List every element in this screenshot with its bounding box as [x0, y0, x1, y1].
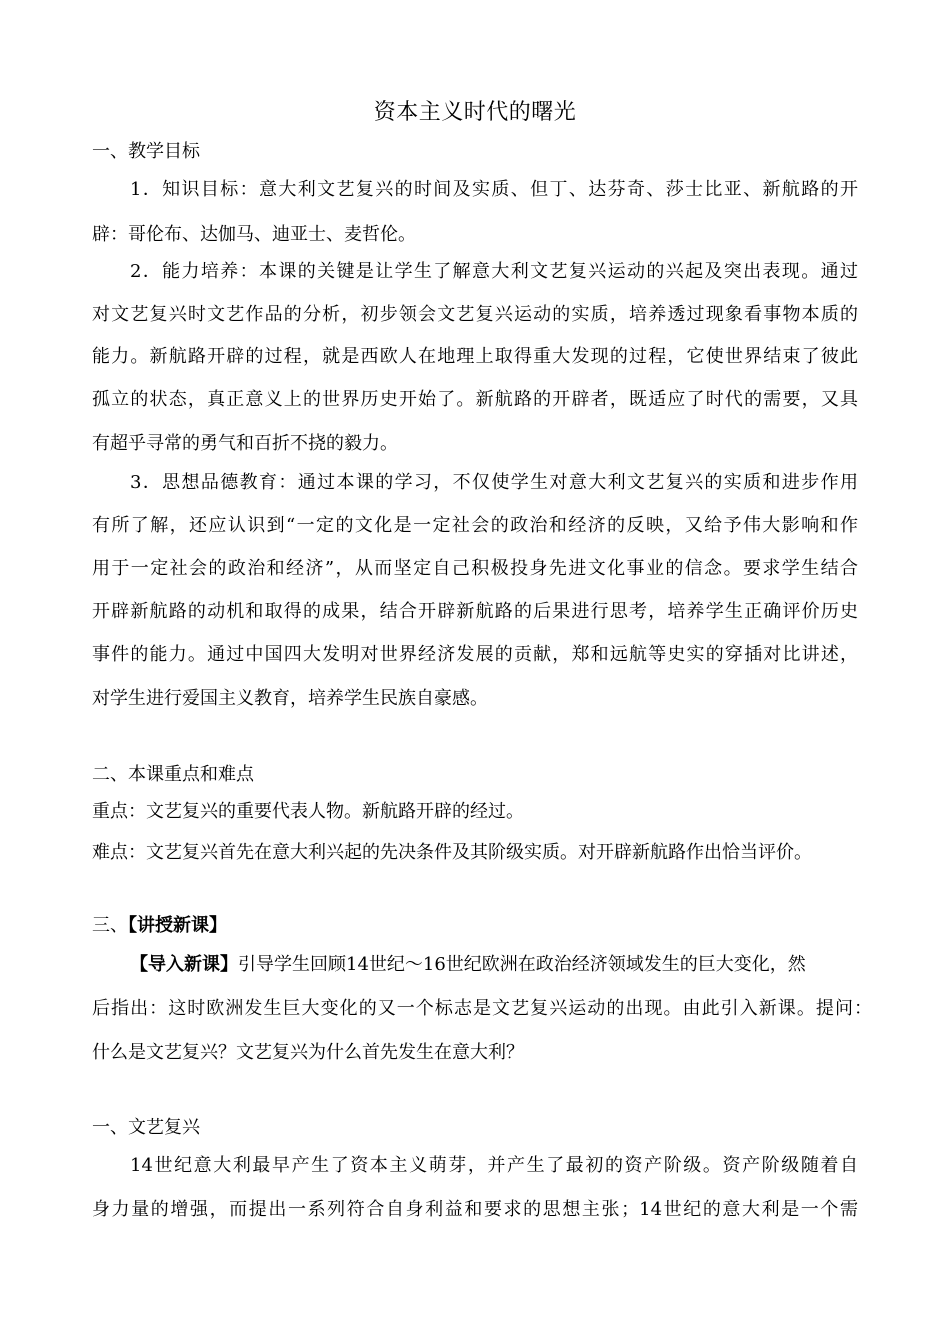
objective-3-line-6: 对学生进行爱国主义教育，培养学生民族自豪感。	[92, 688, 488, 709]
section-heading-key-points: 二、本课重点和难点	[92, 764, 254, 785]
document-title: 资本主义时代的曙光	[373, 100, 577, 125]
objective-3-line-2: 有所了解，还应认识到“一定的文化是一定社会的政治和经济的反映，又给予伟大影响和作	[92, 515, 858, 536]
objective-2-line-3: 能力。新航路开辟的过程，就是西欧人在地理上取得重大发现的过程，它使世界结束了彼此	[92, 346, 858, 367]
objective-2-line-4: 孤立的状态，真正意义上的世界历史开始了。新航路的开辟者，既适应了时代的需要，又具	[92, 389, 858, 410]
intro-line-3: 什么是文艺复兴？文艺复兴为什么首先发生在意大利？	[92, 1042, 524, 1063]
objective-2-line-1: 2．能力培养：本课的关键是让学生了解意大利文艺复兴运动的兴起及突出表现。通过	[130, 261, 858, 282]
section-heading-new-lesson	[92, 913, 227, 939]
objective-1-line-1: 1．知识目标：意大利文艺复兴的时间及实质、但丁、达芬奇、莎士比亚、新航路的开	[130, 179, 858, 200]
objective-3-line-1: 3．思想品德教育：通过本课的学习，不仅使学生对意大利文艺复兴的实质和进步作用	[130, 472, 858, 493]
objective-1-line-2: 辟：哥伦布、达伽马、迪亚士、麦哲伦。	[92, 224, 416, 245]
renaissance-line-1: 14世纪意大利最早产生了资本主义萌芽，并产生了最初的资产阶级。资产阶级随着自	[130, 1155, 858, 1176]
objective-3-line-4: 开辟新航路的动机和取得的成果，结合开辟新航路的后果进行思考，培养学生正确评价历史	[92, 601, 858, 622]
intro-line-1-text: 引导学生回顾14世纪～16世纪欧洲在政治经济领域发生的巨大变化，然	[238, 954, 806, 975]
section-number: 三、	[92, 915, 128, 936]
objective-3-line-3: 用于一定社会的政治和经济”，从而坚定自己积极投身先进文化事业的信念。要求学生结合	[92, 558, 858, 579]
objective-2-line-2: 对文艺复兴时文艺作品的分析，初步领会文艺复兴运动的实质，培养透过现象看事物本质的	[92, 304, 858, 325]
intro-label-bold: 【导入新课】	[130, 954, 238, 975]
section-title-bold: 【讲授新课】	[128, 915, 227, 936]
difficult-point: 难点：文艺复兴首先在意大利兴起的先决条件及其阶级实质。对开辟新航路作出恰当评价。	[92, 842, 812, 863]
objective-2-line-5: 有超乎寻常的勇气和百折不挠的毅力。	[92, 433, 398, 454]
intro-line-1	[130, 952, 858, 978]
subsection-heading-renaissance: 一、文艺复兴	[92, 1117, 200, 1138]
renaissance-line-2: 身力量的增强，而提出一系列符合自身利益和要求的思想主张；14世纪的意大利是一个需	[92, 1199, 858, 1220]
key-point: 重点：文艺复兴的重要代表人物。新航路开辟的经过。	[92, 801, 524, 822]
section-heading-objectives: 一、教学目标	[92, 141, 200, 162]
intro-line-2: 后指出：这时欧洲发生巨大变化的又一个标志是文艺复兴运动的出现。由此引入新课。提问：	[92, 998, 872, 1019]
objective-3-line-5: 事件的能力。通过中国四大发明对世界经济发展的贡献，郑和远航等史实的穿插对比讲述，	[92, 644, 858, 665]
